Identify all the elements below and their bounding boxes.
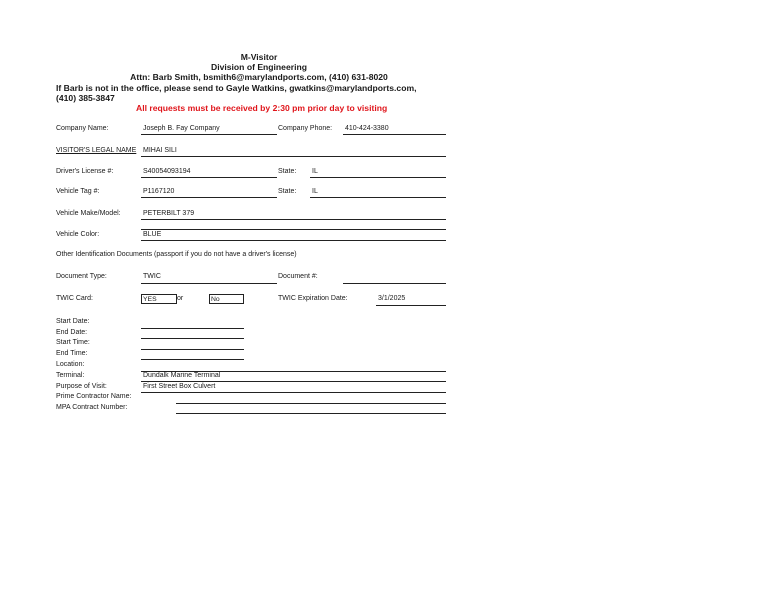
doc-type-field[interactable]: TWIC <box>143 273 161 280</box>
doc-number-underline <box>343 283 446 284</box>
tag-state-field[interactable]: IL <box>312 188 318 195</box>
license-underline <box>141 177 277 178</box>
vehicle-tag-underline <box>141 197 277 198</box>
start-time-field[interactable] <box>141 349 244 350</box>
alt-contact-phone: (410) 385-3847 <box>56 93 115 103</box>
company-name-field[interactable]: Joseph B. Fay Company <box>143 125 220 132</box>
doc-type-label: Document Type: <box>56 273 107 280</box>
attn-line: Attn: Barb Smith, bsmith6@marylandports.com, (410) 631-8020 <box>130 72 388 82</box>
start-date-field[interactable] <box>141 328 244 329</box>
purpose-underline <box>141 392 446 393</box>
license-state-field[interactable]: IL <box>312 168 318 175</box>
company-phone-field[interactable]: 410-424-3380 <box>345 125 389 132</box>
doc-number-label: Document #: <box>278 273 318 280</box>
other-id-heading: Other Identification Documents (passport if you do not have a driver's license) <box>56 251 297 258</box>
tag-state-label: State: <box>278 188 297 195</box>
twic-yes-box[interactable]: YES <box>141 294 177 304</box>
company-phone-underline <box>343 134 446 135</box>
legal-name-field[interactable]: MIHAI SILI <box>143 147 177 154</box>
vehicle-make-underline <box>141 219 446 220</box>
vehicle-color-field[interactable]: BLUE <box>143 231 162 238</box>
vehicle-make-overline <box>141 229 446 230</box>
doc-type-underline <box>141 283 277 284</box>
twic-expiration-label: TWIC Expiration Date: <box>278 295 348 302</box>
twic-expiration-underline <box>376 305 446 306</box>
start-date-label: Start Date: <box>56 318 90 325</box>
company-phone-label: Company Phone: <box>278 125 333 132</box>
vehicle-make-label: Vehicle Make/Model: <box>56 210 121 217</box>
twic-no-box[interactable]: No <box>209 294 244 304</box>
location-label: Location: <box>56 361 85 368</box>
legal-name-underline <box>141 156 446 157</box>
end-time-label: End Time: <box>56 350 88 357</box>
division-heading: Division of Engineering <box>211 62 307 72</box>
license-state-underline <box>310 177 446 178</box>
company-name-label: Company Name: <box>56 125 109 132</box>
purpose-field[interactable]: First Street Box Culvert <box>143 383 216 390</box>
vehicle-tag-field[interactable]: P1167120 <box>143 188 175 195</box>
license-state-label: State: <box>278 168 297 175</box>
terminal-field[interactable]: Dundalk Marine Terminal <box>143 372 221 379</box>
prime-contractor-label: Prime Contractor Name: <box>56 393 132 400</box>
mpa-contract-field[interactable] <box>176 413 446 414</box>
form-title: M-Visitor <box>240 52 278 62</box>
twic-or-text: or <box>177 295 184 302</box>
vehicle-color-underline <box>141 240 446 241</box>
start-time-label: Start Time: <box>56 339 90 346</box>
license-field[interactable]: S40054093194 <box>143 168 191 175</box>
prime-contractor-field[interactable] <box>176 403 446 404</box>
purpose-label: Purpose of Visit: <box>56 383 107 390</box>
vehicle-color-label: Vehicle Color: <box>56 231 100 238</box>
tag-state-underline <box>310 197 446 198</box>
mpa-contract-label: MPA Contract Number: <box>56 404 128 411</box>
end-time-field[interactable] <box>141 359 244 360</box>
twic-expiration-field[interactable]: 3/1/2025 <box>378 295 406 302</box>
end-date-field[interactable] <box>141 338 244 339</box>
vehicle-make-field[interactable]: PETERBILT 379 <box>143 210 195 217</box>
end-date-label: End Date: <box>56 329 88 336</box>
vehicle-tag-label: Vehicle Tag #: <box>56 188 100 195</box>
twic-card-label: TWIC Card: <box>56 295 93 302</box>
alt-contact-line: If Barb is not in the office, please send to Gayle Watkins, gwatkins@marylandports.com, <box>56 83 417 93</box>
company-name-underline <box>141 134 277 135</box>
deadline-notice: All requests must be received by 2:30 pm prior day to visiting <box>136 103 388 113</box>
legal-name-label: VISITOR'S LEGAL NAME <box>56 147 137 154</box>
license-label: Driver's License #: <box>56 168 114 175</box>
terminal-label: Terminal: <box>56 372 85 379</box>
terminal-underline <box>141 381 446 382</box>
